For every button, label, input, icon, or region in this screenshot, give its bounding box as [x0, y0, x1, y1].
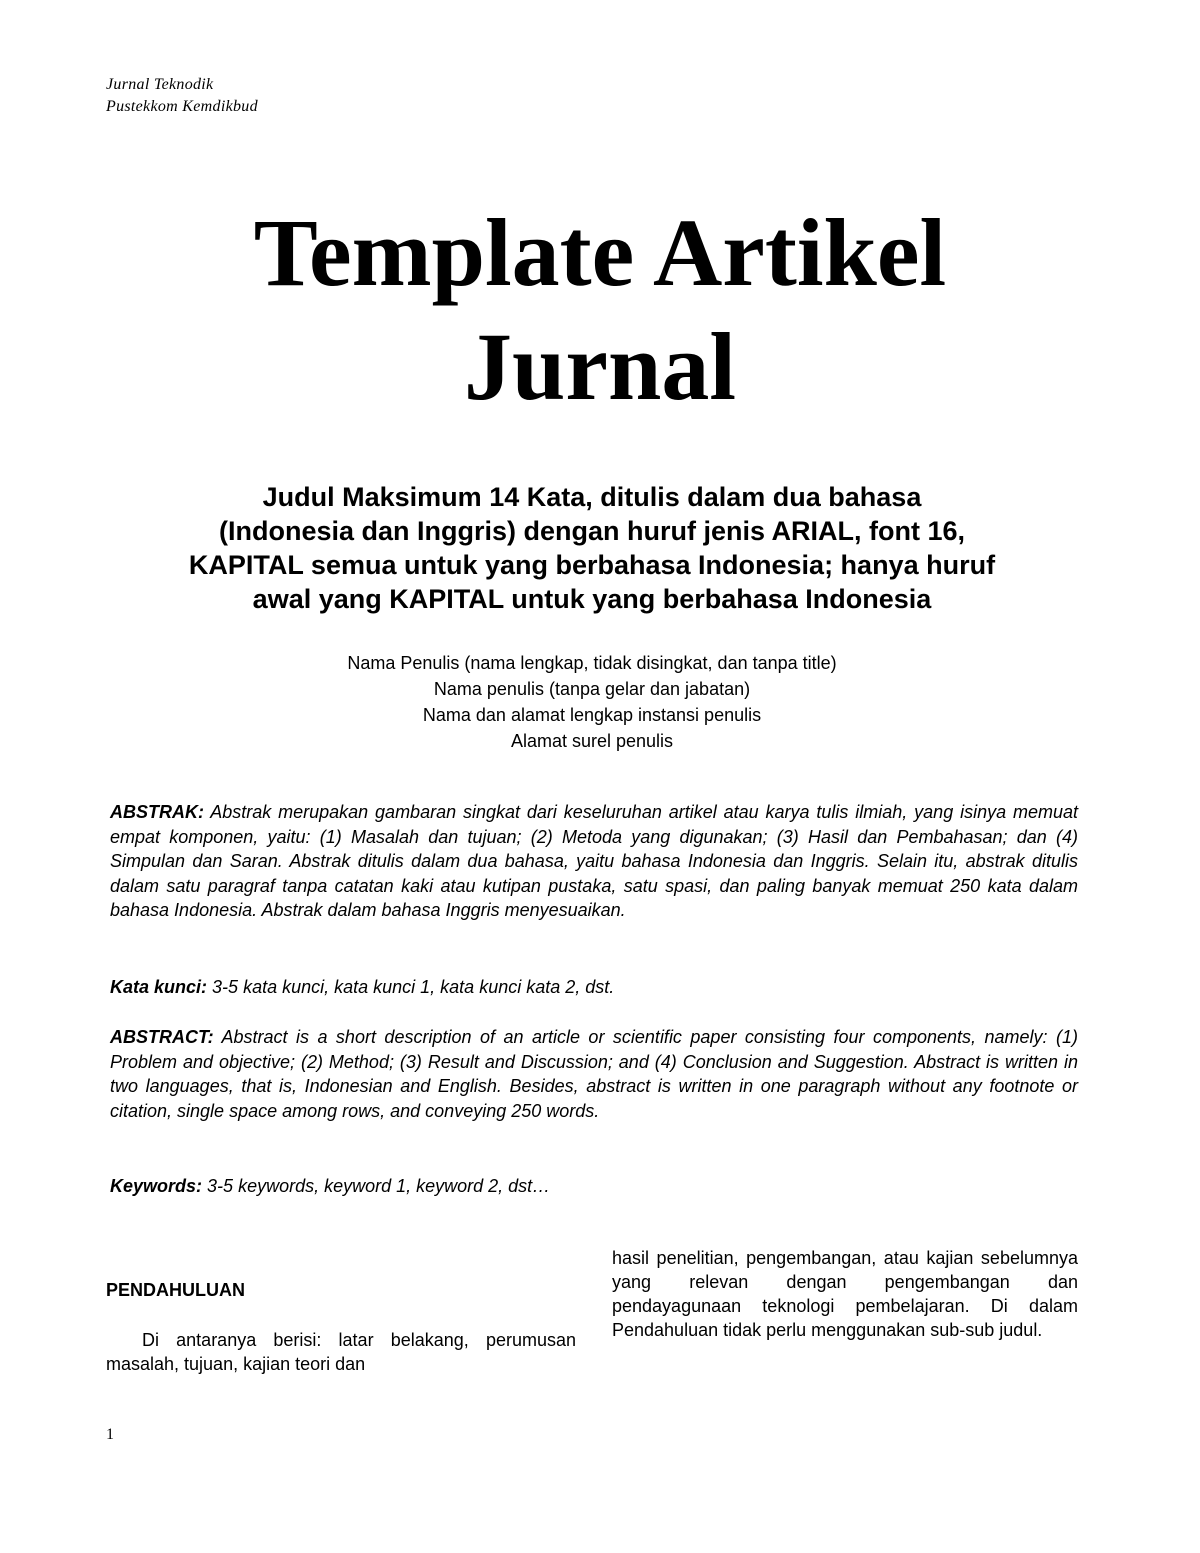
kata-kunci-text: 3-5 kata kunci, kata kunci 1, kata kunci kata 2, dst. [212, 977, 615, 997]
author-line-1: Nama Penulis (nama lengkap, tidak disingkat, dan tanpa title) [347, 653, 837, 673]
article-title-line-2: (Indonesia dan Inggris) dengan huruf jenis ARIAL, font 16, [218, 516, 966, 546]
keywords-text: 3-5 keywords, keyword 1, keyword 2, dst… [207, 1176, 551, 1196]
author-line-2: Nama penulis (tanpa gelar dan jabatan) [433, 679, 751, 699]
keywords-label: Keywords: [110, 1176, 203, 1196]
abstract-text: Abstract is a short description of an article or scientific paper consisting four components, namely: (1) Problem and objective; (2) Method; (3) Result and Discussion; and (4) Conclusion and Suggestion. Abstract is written in two languages, that is, Indonesian and English. Besides, abstract is written in one paragraph without any footnote or citation, single space among rows, and conveying 250 words. [110, 1027, 1078, 1121]
article-title [106, 480, 1078, 616]
publisher-name: Pustekkom Kemdikbud [106, 98, 258, 115]
abstract-label: ABSTRACT: [110, 1027, 214, 1047]
article-title-line-1: Judul Maksimum 14 Kata, ditulis dalam dua bahasa [262, 482, 922, 512]
article-title-line-3: KAPITAL semua untuk yang berbahasa Indonesia; hanya huruf [188, 550, 996, 580]
journal-name: Jurnal Teknodik [106, 76, 214, 93]
left-column [106, 1278, 576, 1376]
running-header [106, 74, 258, 118]
pendahuluan-right-paragraph: hasil penelitian, pengembangan, atau kajian sebelumnya yang relevan dengan pengembangan dan pendayagunaan teknologi pembelajaran. Di dalam Pendahuluan tidak perlu menggunakan sub-sub judul. [612, 1248, 1078, 1340]
title-line-2: Jurnal [463, 313, 737, 420]
pendahuluan-left-paragraph: Di antaranya berisi: latar belakang, perumusan masalah, tujuan, kajian teori dan [106, 1330, 576, 1374]
author-line-3: Nama dan alamat lengkap instansi penulis [422, 705, 762, 725]
keywords-line [110, 1174, 1078, 1198]
abstract-paragraph [110, 1025, 1078, 1123]
abstrak-paragraph [110, 800, 1078, 923]
page-number: 1 [106, 1426, 114, 1443]
abstrak-text: Abstrak merupakan gambaran singkat dari keseluruhan artikel atau karya tulis ilmiah, yang isinya memuat empat komponen, yaitu: (1) Masalah dan tujuan; (2) Metoda yang digunakan; (3) Hasil dan Pembahasan; dan (4) Simpulan dan Saran. Abstrak ditulis dalam dua bahasa, yaitu bahasa Indonesia dan Inggris. Selain itu, abstrak ditulis dalam satu paragraf tanpa catatan kaki atau kutipan pustaka, satu spasi, dan paling banyak memuat 250 kata dalam bahasa Indonesia. Abstrak dalam bahasa Inggris menyesuaikan. [110, 802, 1078, 920]
title-line-1: Template Artikel [253, 199, 947, 306]
article-title-line-4: awal yang KAPITAL untuk yang berbahasa Indonesia [252, 584, 932, 614]
kata-kunci-label: Kata kunci: [110, 977, 208, 997]
right-column [612, 1246, 1078, 1342]
author-block [106, 650, 1078, 754]
section-heading-pendahuluan: PENDAHULUAN [106, 1280, 245, 1300]
kata-kunci-line [110, 975, 1078, 999]
author-line-4: Alamat surel penulis [510, 731, 674, 751]
abstrak-label: ABSTRAK: [110, 802, 204, 822]
page-title [0, 196, 1200, 424]
